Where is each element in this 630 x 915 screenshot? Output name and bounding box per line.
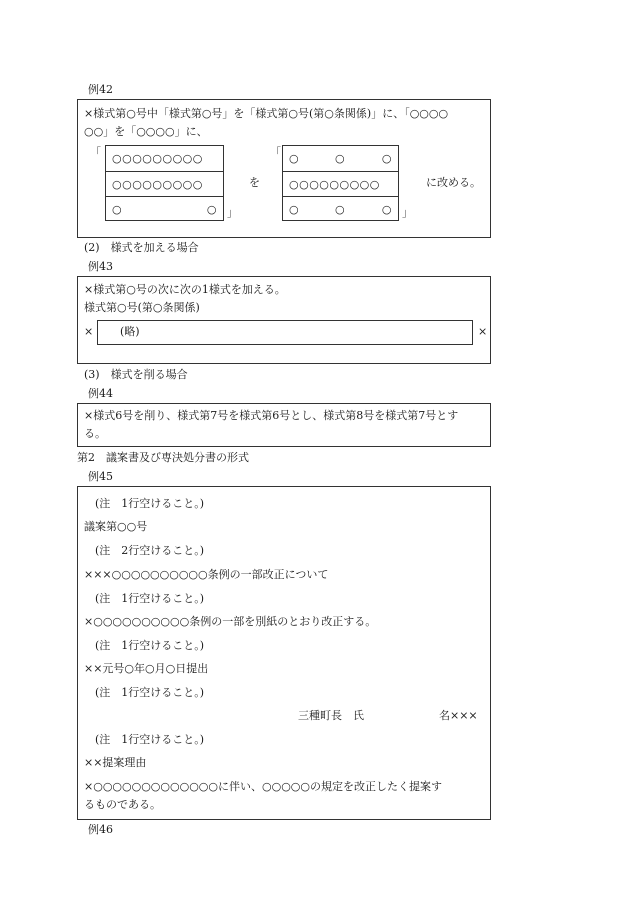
after-form-table <box>282 145 399 221</box>
note-line: (注 1行空けること。) <box>95 497 205 510</box>
note-line: (注 2行空けること。) <box>95 544 205 557</box>
part-2-heading: 第2 議案書及び専決処分書の形式 <box>77 451 249 464</box>
example-44-line2: る。 <box>84 427 106 440</box>
example-44-line1: ×様式6号を削り、様式第7号を様式第6号とし、様式第8号を様式第7号とす <box>84 409 459 422</box>
note-line: (注 1行空けること。) <box>95 686 205 699</box>
note-line: (注 1行空けること。) <box>95 733 205 746</box>
x-mark-right: × <box>478 325 488 338</box>
x-mark-left: × <box>84 325 94 338</box>
open-bracket-left: 「 <box>90 146 101 159</box>
example-43-line2: 様式第○号(第○条関係) <box>84 301 200 314</box>
bill-body: ×○○○○○○○○○○条例の一部を別紙のとおり改正する。 <box>84 615 377 628</box>
example-42-label: 例42 <box>88 83 113 96</box>
after-row-3 <box>283 196 398 221</box>
submission-date: ××元号○年○月○日提出 <box>84 662 209 675</box>
after-row-3-c: ○ <box>381 203 392 216</box>
example-46-label: 例46 <box>88 823 113 836</box>
example-42-line2: ○○」を「○○○○」に、 <box>84 125 208 138</box>
example-44-label: 例44 <box>88 387 113 400</box>
omitted-form-box <box>97 320 473 345</box>
note-line: (注 1行空けること。) <box>95 592 205 605</box>
before-row-1: ○○○○○○○○○ <box>112 152 203 165</box>
change-suffix: に改める。 <box>426 176 481 189</box>
signature-title: 三種町長 氏 <box>298 709 364 722</box>
open-bracket-right: 「 <box>270 146 281 159</box>
reason-line1: ×○○○○○○○○○○○○○に伴い、○○○○○の規定を改正したく提案す <box>84 780 442 793</box>
after-row-3-b: ○ <box>335 203 346 216</box>
section-2-heading: (2) 様式を加える場合 <box>84 241 199 254</box>
signature-name: 名××× <box>439 709 478 722</box>
example-43-box <box>77 276 491 364</box>
after-row-1-c: ○ <box>381 152 392 165</box>
example-43-line1: ×様式第○号の次に次の1様式を加える。 <box>84 283 286 296</box>
before-form-table <box>105 145 224 221</box>
reason-heading: ××提案理由 <box>84 756 147 769</box>
bill-title: ×××○○○○○○○○○○条例の一部改正について <box>84 568 329 581</box>
bill-number: 議案第○○号 <box>84 520 148 533</box>
example-43-label: 例43 <box>88 260 113 273</box>
after-row-3-a: ○ <box>289 203 300 216</box>
example-42-box <box>77 99 491 238</box>
example-44-box <box>77 403 491 447</box>
note-line: (注 1行空けること。) <box>95 639 205 652</box>
close-bracket-right: 」 <box>402 206 413 219</box>
example-42-line1: ×様式第○号中「様式第○号」を「様式第○号(第○条関係)」に、「○○○○ <box>84 107 449 120</box>
before-row-3-right: ○ <box>206 203 217 216</box>
reason-line2: るものである。 <box>84 798 161 811</box>
close-bracket-left: 」 <box>227 206 238 219</box>
after-row-1 <box>283 146 398 171</box>
before-row-3 <box>106 196 223 221</box>
omitted-label: (略) <box>120 325 140 338</box>
after-row-1-b: ○ <box>335 152 346 165</box>
before-row-3-left: ○ <box>112 203 123 216</box>
after-row-2: ○○○○○○○○○ <box>283 171 398 196</box>
wo-particle: を <box>249 176 260 189</box>
example-45-box <box>77 486 491 820</box>
section-3-heading: (3) 様式を削る場合 <box>84 368 188 381</box>
after-row-1-a: ○ <box>289 152 300 165</box>
example-45-label: 例45 <box>88 470 113 483</box>
before-row-2: ○○○○○○○○○ <box>106 171 223 196</box>
